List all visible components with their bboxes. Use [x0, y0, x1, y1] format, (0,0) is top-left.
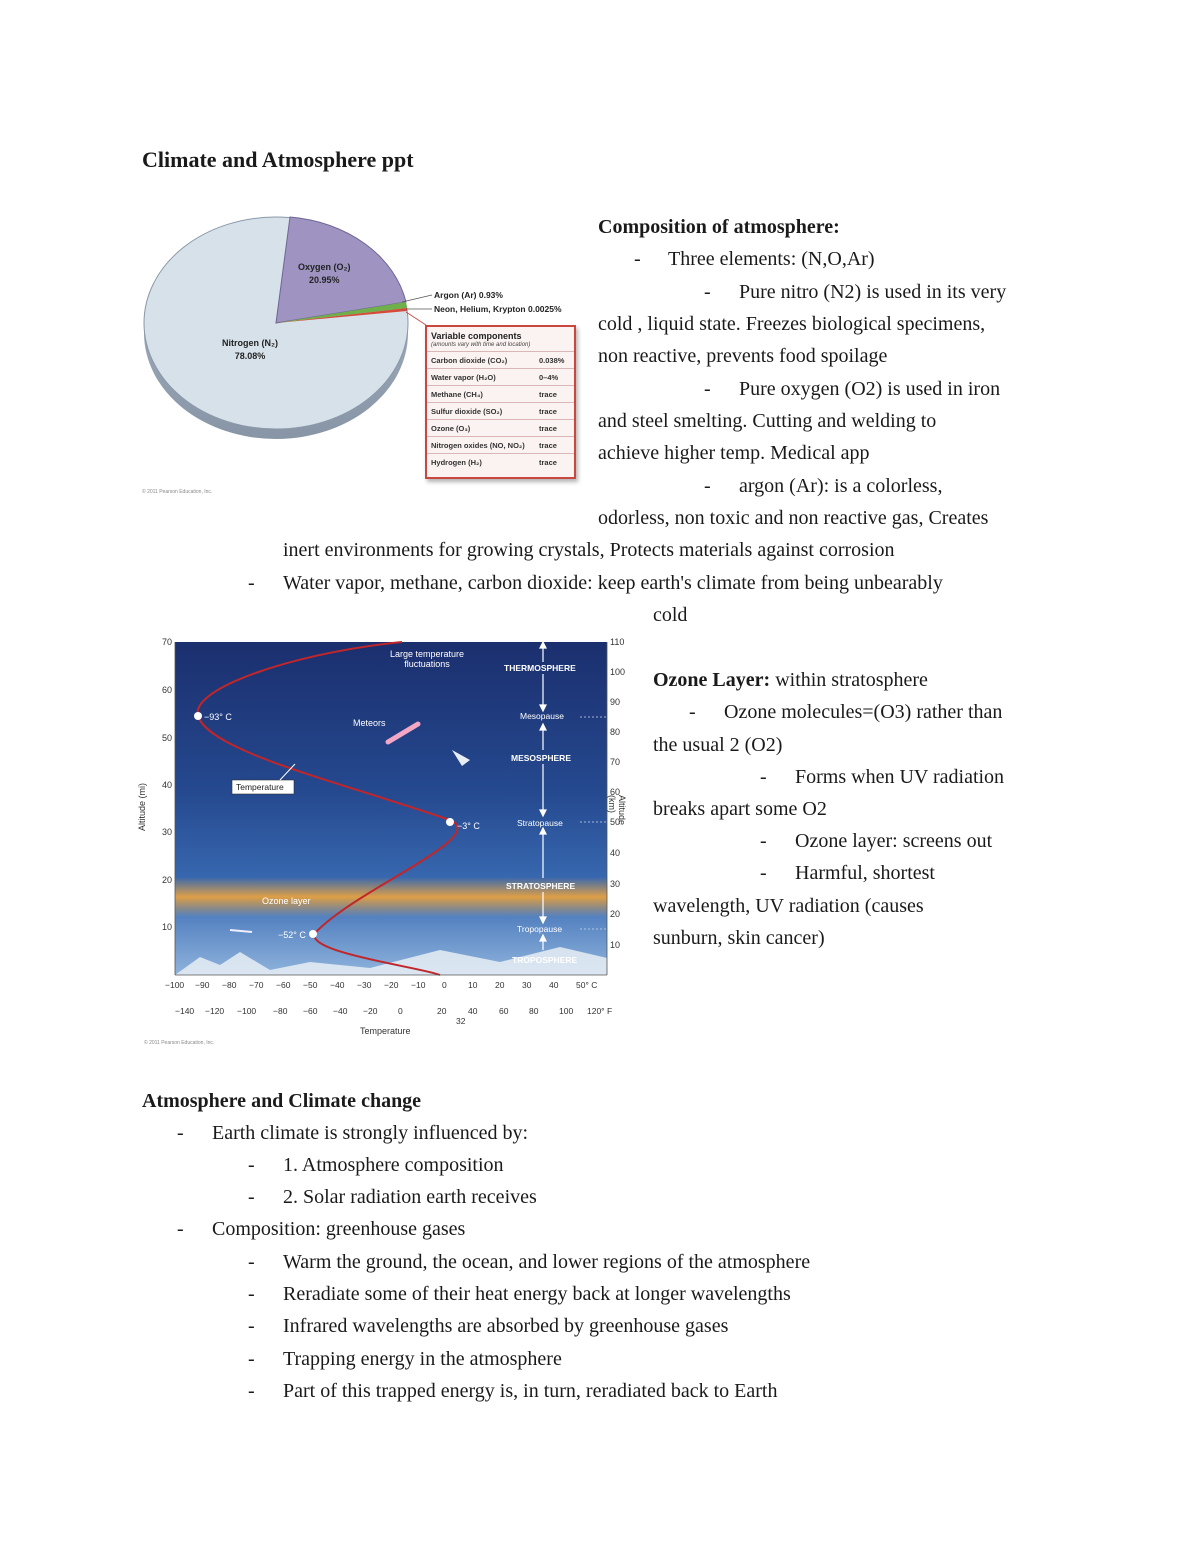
variable-components-table — [425, 325, 576, 479]
argon-line-3: inert environments for growing crystals, Protects materials against corrosion — [283, 539, 895, 561]
water-line-1: Water vapor, methane, carbon dioxide: keep earth's climate from being unbearably — [283, 572, 943, 594]
table-title: Variable components — [431, 331, 522, 341]
bullet-dash: - — [248, 572, 255, 594]
temperature-curve-label: Temperature — [236, 782, 284, 792]
ozone-line-6: Harmful, shortest — [795, 862, 935, 884]
ozone-layer-label: Ozone layer — [262, 896, 311, 906]
bullet-dash: - — [760, 862, 767, 884]
nitro-line-2: cold , liquid state. Freezes biological specimens, — [598, 313, 986, 335]
argon-line-1: argon (Ar): is a colorless, — [739, 475, 943, 497]
stratopause-label: Stratopause — [517, 818, 563, 828]
bullet-dash: - — [248, 1154, 255, 1176]
thermosphere-label: THERMOSPHERE — [504, 663, 576, 673]
bullet-dash: - — [760, 830, 767, 852]
meteors-label: Meteors — [353, 718, 386, 728]
bullet-dash: - — [248, 1283, 255, 1305]
climate-item-b4: Trapping energy in the atmosphere — [283, 1348, 562, 1370]
table-row: Water vapor (H₂O) 0–4% — [427, 368, 574, 386]
climate-item-a2: 2. Solar radiation earth receives — [283, 1186, 537, 1208]
ozone-line-4: breaks apart some O2 — [653, 798, 827, 820]
ozone-line-3: Forms when UV radiation — [795, 766, 1005, 788]
troposphere-label: TROPOSPHERE — [512, 955, 578, 965]
ozone-line-7: wavelength, UV radiation (causes — [653, 895, 924, 917]
table-row: Ozone (O₃) trace — [427, 419, 574, 437]
bullet-dash: - — [704, 281, 711, 303]
atmosphere-layers-figure: Large temperature fluctuations THERMOSPHERE Mesopause MESOSPHERE Stratopause STRATOSPHERE Tropopause TROPOSPHERE Meteors Temperature Ozone layer −93° C −3° C −52° C 70 60 50 40 30 20 10 Altitude (mi) 110 100 90 80 70 60 50 40 30 20 10 Altitude (km) −100 −90 −80 −70 −60 −50 −40 −30 −20 −10 0 10 20 30 40 50° C −140 −120 −100 −80 −60 −40 −20 0 20 40 60 80 100 120° F 32 Temperature © 2011 Pearson Education, Inc. — [140, 632, 630, 1052]
argon-line-2: odorless, non toxic and non reactive gas, Creates — [598, 507, 989, 529]
ozone-line-1: Ozone molecules=(O3) rather than — [724, 701, 1003, 723]
bullet-dash: - — [634, 248, 641, 270]
climate-item-b1: Warm the ground, the ocean, and lower regions of the atmosphere — [283, 1251, 811, 1273]
nitro-line-1: Pure nitro (N2) is used in its very — [739, 281, 1007, 303]
page-title: Climate and Atmosphere ppt — [142, 147, 414, 172]
bullet-dash: - — [248, 1348, 255, 1370]
argon-label: Argon (Ar) 0.93% — [434, 290, 503, 300]
climate-item-a: Earth climate is strongly influenced by: — [212, 1122, 529, 1144]
stratosphere-label: STRATOSPHERE — [506, 881, 576, 891]
bullet-dash: - — [689, 701, 696, 723]
table-row: Hydrogen (H₂) trace — [427, 453, 574, 471]
bullet-dash: - — [248, 1380, 255, 1402]
ozone-line-2: the usual 2 (O2) — [653, 734, 783, 756]
ozone-heading: Ozone Layer: within stratosphere — [653, 669, 928, 691]
left-axis-title: Altitude (mi) — [137, 782, 148, 832]
pie-credit: © 2011 Pearson Education, Inc. — [142, 489, 213, 495]
nitrogen-label: Nitrogen (N₂) 78.08% — [222, 338, 278, 361]
tropopause-label: Tropopause — [517, 924, 563, 934]
celsius-ticks: −100 −90 −80 −70 −60 −50 −40 −30 −20 −10 0 10 20 30 40 50° C — [165, 980, 598, 990]
f32-label: 32 — [456, 1016, 466, 1026]
composition-item-elements: Three elements: (N,O,Ar) — [668, 248, 875, 270]
mesopause-label: Mesopause — [520, 711, 564, 721]
layers-credit: © 2011 Pearson Education, Inc. — [144, 1040, 215, 1046]
table-row: Nitrogen oxides (NO, NO₂) trace — [427, 436, 574, 454]
point-tropopause — [309, 930, 317, 938]
point-stratopause — [446, 818, 454, 826]
table-row: Carbon dioxide (CO₂) 0.038% — [427, 351, 574, 369]
right-axis-title: Altitude (km) — [607, 794, 628, 826]
bullet-dash: - — [704, 475, 711, 497]
composition-heading: Composition of atmosphere: — [598, 216, 840, 238]
bullet-dash: - — [248, 1251, 255, 1273]
climate-change-heading: Atmosphere and Climate change — [142, 1090, 422, 1112]
atmosphere-composition-figure — [140, 205, 585, 500]
bullet-dash: - — [704, 378, 711, 400]
bullet-dash: - — [177, 1122, 184, 1144]
climate-item-b3: Infrared wavelengths are absorbed by greenhouse gases — [283, 1315, 729, 1337]
table-row: Sulfur dioxide (SO₂) trace — [427, 402, 574, 420]
bullet-dash: - — [248, 1315, 255, 1337]
bullet-dash: - — [248, 1186, 255, 1208]
climate-item-b: Composition: greenhouse gases — [212, 1218, 466, 1240]
ozone-line-8: sunburn, skin cancer) — [653, 927, 825, 949]
nitro-line-3: non reactive, prevents food spoilage — [598, 345, 888, 367]
oxygen-line-2: and steel smelting. Cutting and welding to — [598, 410, 937, 432]
climate-item-a1: 1. Atmosphere composition — [283, 1154, 504, 1176]
large-temp-label: Large temperature fluctuations — [390, 649, 465, 669]
temp-tropopause-label: −52° C — [278, 930, 306, 940]
water-line-2: cold — [653, 604, 688, 626]
oxygen-line-3: achieve higher temp. Medical app — [598, 442, 870, 464]
neon-label: Neon, Helium, Krypton 0.0025% — [434, 304, 562, 314]
oxygen-line-1: Pure oxygen (O2) is used in iron — [739, 378, 1001, 400]
temp-stratopause-label: −3° C — [457, 821, 480, 831]
table-subtitle: (amounts vary with time and location) — [431, 342, 531, 348]
oxygen-label: Oxygen (O₂) 20.95% — [298, 262, 351, 285]
temp-mesopause-label: −93° C — [204, 712, 232, 722]
climate-item-b2: Reradiate some of their heat energy back at longer wavelengths — [283, 1283, 791, 1305]
bullet-dash: - — [760, 766, 767, 788]
table-row: Methane (CH₄) trace — [427, 385, 574, 403]
climate-item-b5: Part of this trapped energy is, in turn, reradiated back to Earth — [283, 1380, 778, 1402]
point-mesopause — [194, 712, 202, 720]
x-axis-title: Temperature — [360, 1026, 411, 1036]
mesosphere-label: MESOSPHERE — [511, 753, 571, 763]
bullet-dash: - — [177, 1218, 184, 1240]
fahrenheit-ticks: −140 −120 −100 −80 −60 −40 −20 0 20 40 60 80 100 120° F — [175, 1006, 613, 1016]
ozone-line-5: Ozone layer: screens out — [795, 830, 993, 852]
